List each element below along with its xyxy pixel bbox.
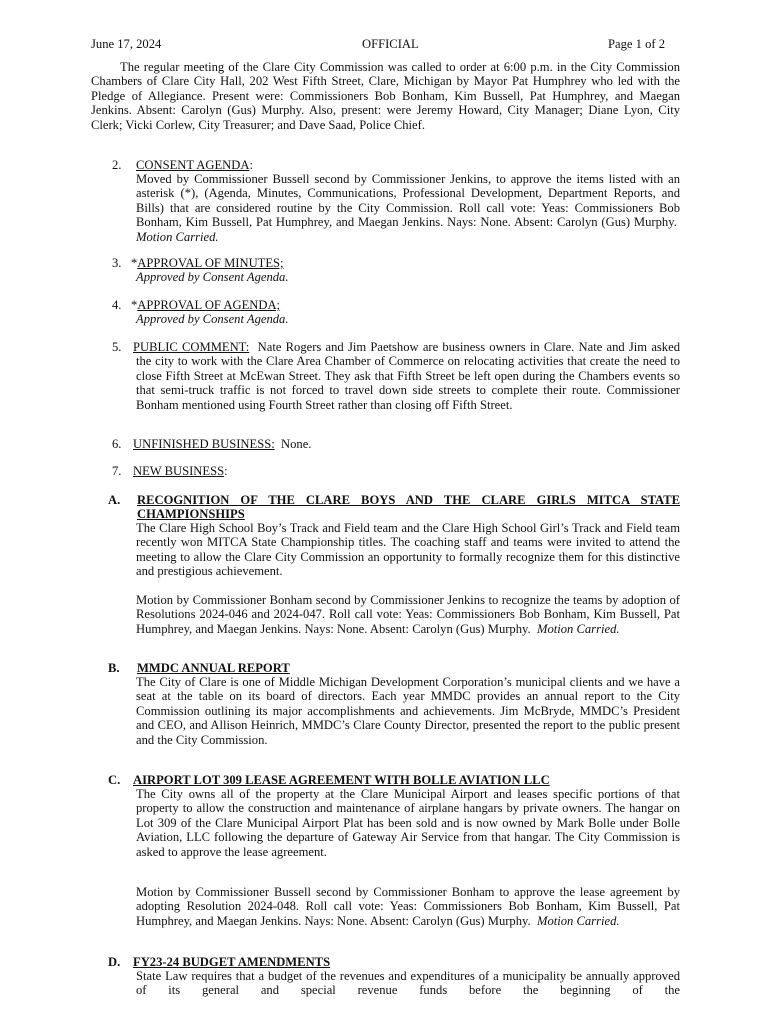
- item-title: APPROVAL OF MINUTES;: [137, 256, 284, 270]
- item-title: NEW BUSINESS: [133, 464, 225, 478]
- item-heading: [131, 256, 284, 270]
- motion-text: Motion by Commissioner Bonham second by Commissioner Jenkins to recognize the teams by adoption of Resolutions 2024-046 and 2024-047. Roll call vote: Yeas: Commissioners Bob Bonham, Kim Bussell, Pat Humphrey, and Maegan Jenkins. Nays: None. Absent: Carolyn (Gus) Murphy.: [136, 593, 680, 636]
- section-title: AIRPORT LOT 309 LEASE AGREEMENT WITH BOLLE AVIATION LLC: [133, 773, 550, 787]
- section-motion: [136, 593, 680, 636]
- section-paragraph: The City owns all of the property at the Clare Municipal Airport and leases specific portions of that property to allow the construction and maintenance of airplane hangars by private owners. The hangar on Lot 309 of the Clare Municipal Airport Plat has been sold and is now owned by Mark Bolle under Bolle Aviation, LLC following the departure of Gateway Air Service from that hangar. The City Commission is asked to approve the lease agreement.: [136, 787, 680, 859]
- item-body-text: Nate Rogers and Jim Paetshow are business owners in Clare. Nate and Jim asked the city to work with the Clare Area Chamber of Commerce on relocating activities that create the need to close Fifth Street at McEwan Street. They ask that Fifth Street be left open during the Chambers events so that semi-truck traffic is not forced to travel down side streets to complete their route. Commissioner Bonham mentioned using Fourth Street rather than closing off Fifth Street.: [136, 340, 680, 412]
- section-paragraph: State Law requires that a budget of the revenues and expenditures of a municipality be annually approved of its general and special revenue funds before the beginning of the: [136, 969, 680, 998]
- consent-asterisk: *: [131, 256, 138, 270]
- section-letter: A.: [108, 493, 121, 507]
- item-number: 5.: [112, 340, 122, 354]
- item-title: CONSENT AGENDA: [136, 158, 250, 172]
- item-number: 4.: [112, 298, 122, 312]
- item-heading: [131, 298, 280, 312]
- item-number: 7.: [112, 464, 122, 478]
- item-number: 2.: [112, 158, 122, 172]
- intro-paragraph: The regular meeting of the Clare City Commission was called to order at 6:00 p.m. in the City Commission Chambers of Clare City Hall, 202 West Fifth Street, Clare, Michigan by Mayor Pat Humphrey who led with the Pledge of Allegiance. Present were: Commissioners Bob Bonham, Kim Bussell, Pat Humphrey, and Maegan Jenkins. Absent: Carolyn (Gus) Murphy. Also, present: were Jeremy Howard, City Manager; Diane Lyon, City Clerk; Vicki Corlew, City Treasurer; and Dave Saad, Police Chief.: [91, 60, 680, 132]
- consent-asterisk: *: [131, 298, 138, 312]
- section-letter: C.: [108, 773, 121, 787]
- item-title: UNFINISHED BUSINESS:: [133, 437, 275, 451]
- item-number: 3.: [112, 256, 122, 270]
- section-title: RECOGNITION OF THE CLARE BOYS AND THE CLARE GIRLS MITCA STATE CHAMPIONSHIPS: [137, 493, 680, 522]
- section-letter: D.: [108, 955, 121, 969]
- section-paragraph: The City of Clare is one of Middle Michigan Development Corporation’s municipal clients and we have a seat at the table on its board of directors. Each year MMDC provides an annual report to the City Commission outlining its major accomplishments and achievements. Jim McBryde, MMDC’s President and CEO, and Allison Heinrich, MMDC’s Clare County Director, presented the report to the public present and the City Commission.: [136, 675, 680, 747]
- section-letter: B.: [108, 661, 120, 675]
- motion-result: Motion Carried.: [536, 621, 620, 636]
- motion-result: Motion Carried.: [136, 229, 219, 244]
- item-heading: [133, 437, 311, 451]
- section-motion: [136, 885, 680, 928]
- section-paragraph: The Clare High School Boy’s Track and Field team and the Clare High School Girl’s Track and Field team recently won MITCA State Championship titles. The coaching staff and teams were invited to attend the meeting to allow the Clare City Commission an opportunity to formally recognize them for this distinctive and prestigious achievement.: [136, 521, 680, 579]
- item-body: Approved by Consent Agenda.: [136, 312, 289, 326]
- item-body: [136, 172, 680, 244]
- header-page-number: Page 1 of 2: [608, 37, 666, 51]
- item-title-suffix: :: [224, 464, 228, 478]
- header-official-label: OFFICIAL: [362, 37, 419, 51]
- item-heading: [133, 464, 228, 478]
- item-title-suffix: :: [249, 158, 253, 172]
- item-title: APPROVAL OF AGENDA;: [137, 298, 281, 312]
- header-date: June 17, 2024: [91, 37, 162, 51]
- item-body: [133, 340, 680, 412]
- section-title: MMDC ANNUAL REPORT: [137, 661, 290, 675]
- item-title: PUBLIC COMMENT:: [133, 340, 250, 354]
- motion-text: Motion by Commissioner Bussell second by Commissioner Bonham to approve the lease agreement by adopting Resolution 2024-048. Roll call vote: Yeas: Commissioners Bob Bonham, Kim Bussell, Pat Humphrey, and Maegan Jenkins. Nays: None. Absent: Carolyn (Gus) Murphy.: [136, 885, 680, 928]
- item-body: Approved by Consent Agenda.: [136, 270, 289, 284]
- section-title: FY23-24 BUDGET AMENDMENTS: [133, 955, 331, 969]
- item-number: 6.: [112, 437, 122, 451]
- motion-result: Motion Carried.: [536, 913, 620, 928]
- item-heading: [136, 158, 253, 172]
- item-body-text: None.: [281, 437, 312, 451]
- item-body-text: Moved by Commissioner Bussell second by Commissioner Jenkins, to approve the items listed with an asterisk (*), (Agenda, Minutes, Communications, Professional Development, Department Reports, and Bills) that are considered routine by the City Commission. Roll call vote: Yeas: Commissioners Bob Bonham, Kim Bussell, Pat Humphrey, and Maegan Jenkins. Nays: None. Absent: Carolyn (Gus) Murphy.: [136, 172, 680, 230]
